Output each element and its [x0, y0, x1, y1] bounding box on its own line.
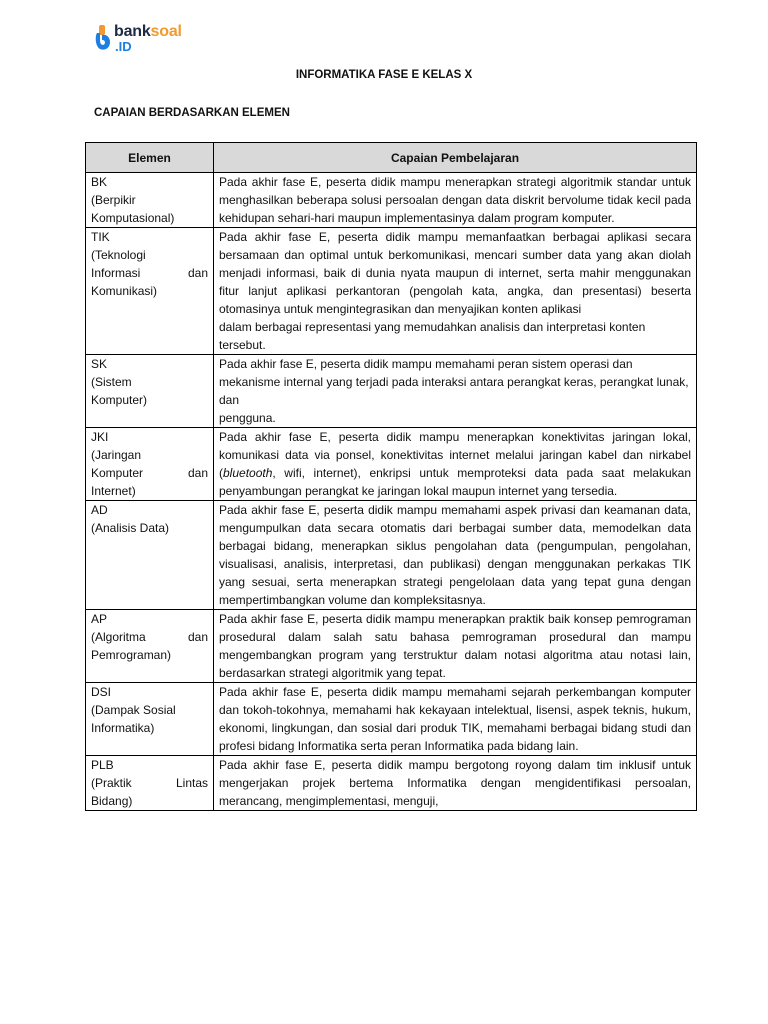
capaian-text: Pada akhir fase E, peserta didik mampu bergotong royong dalam tim inklusif untuk mengerjakan projek bertema Informatika dengan mengidentifikasi persoalan, merancang, mengimplementasi, menguji, — [219, 758, 691, 808]
elemen-name-line: (Dampak Sosial — [91, 703, 176, 717]
elemen-name-line: Informatika) — [91, 721, 155, 735]
elemen-name-line: (Praktik Lintas — [91, 776, 208, 790]
capaian-cell — [214, 173, 697, 228]
elemen-name-line: Komunikasi) — [91, 284, 158, 298]
capaian-text-italic: bluetooth — [223, 466, 273, 480]
table-row — [86, 428, 697, 501]
elemen-name-line: (Sistem — [91, 375, 132, 389]
capaian-cell — [214, 501, 697, 610]
elemen-code: AP — [91, 612, 108, 626]
elemen-name-line: Internet) — [91, 484, 136, 498]
elemen-name-line: Komputer dan — [91, 466, 208, 480]
table-row — [86, 355, 697, 428]
elemen-code: BK — [91, 175, 108, 189]
table-header-row — [86, 143, 697, 173]
capaian-cell — [214, 428, 697, 501]
capaian-text: Pada akhir fase E, peserta didik mampu memahami aspek privasi dan keamanan data, mengumpulkan data secara otomatis dari berbagai sumber data, memodelkan data berbagai bidang, menerapkan siklus pengolahan data (pengumpulan, pengolahan, visualisasi, analisis, interpretasi, dan publikasi) dengan menggunakan perkakas TIK yang sesuai, serta menerapkan strategi pengelolaan data yang tepat guna dengan mempertimbangkan volume dan kompleksitasnya. — [219, 503, 691, 607]
elemen-code: JKI — [91, 430, 109, 444]
elemen-cell — [86, 501, 214, 610]
header-elemen: Elemen — [86, 143, 214, 173]
elemen-cell — [86, 683, 214, 756]
capaian-text-continued: dalam berbagai representasi yang memudahkan analisis dan interpretasi konten tersebut. — [219, 320, 646, 352]
elemen-code: TIK — [91, 230, 110, 244]
elemen-name-line: Informasi dan — [91, 266, 208, 280]
elemen-name-line: (Teknologi — [91, 248, 146, 262]
elemen-code: PLB — [91, 758, 114, 772]
capaian-cell — [214, 756, 697, 811]
table-row — [86, 610, 697, 683]
capaian-text: Pada akhir fase E, peserta didik mampu menerapkan praktik baik konsep pemrograman prosedural dalam salah satu bahasa pemrograman prosedural dan mampu mengembangkan program yang terstruktur dalam notasi algoritma atau notasi lain, berdasarkan strategi algoritmik yang tepat. — [219, 612, 691, 680]
capaian-text: , wifi, internet), enkripsi untuk memproteksi data pada saat melakukan penyambungan perangkat ke jaringan lokal maupun internet yang tersedia. — [219, 466, 691, 498]
elemen-cell — [86, 756, 214, 811]
table-row — [86, 228, 697, 355]
elemen-name-line: (Berpikir — [91, 193, 136, 207]
capaian-text: Pada akhir fase E, peserta didik mampu menerapkan strategi algoritmik standar untuk menghasilkan beberapa solusi persoalan dengan data diskrit bervolume tidak kecil pada kehidupan sehari-hari maupun implementasinya dalam program komputer. — [219, 175, 691, 225]
elemen-name-line: Komputasional) — [91, 211, 175, 225]
table-row — [86, 683, 697, 756]
elemen-code: SK — [91, 357, 108, 371]
capaian-table — [85, 142, 697, 811]
capaian-cell — [214, 228, 697, 355]
capaian-text: Pada akhir fase E, peserta didik mampu menerapkan konektivitas jaringan lokal, komunikasi data via ponsel, konektivitas internet melalui jaringan kabel dan nirkabel ( — [219, 430, 691, 480]
elemen-cell — [86, 428, 214, 501]
logo-name-part2: soal — [150, 23, 182, 40]
elemen-name-line: (Jaringan — [91, 448, 142, 462]
banksoal-logo-icon — [94, 24, 112, 52]
capaian-cell — [214, 610, 697, 683]
elemen-code: DSI — [91, 685, 112, 699]
logo-name-part1: bank — [114, 23, 151, 40]
elemen-name-line: (Algoritma dan — [91, 630, 208, 644]
capaian-text: Pada akhir fase E, peserta didik mampu memahami sejarah perkembangan komputer dan tokoh-tokohnya, memahami hak kekayaan intelektual, lisensi, aspek teknis, hukum, ekonomi, lingkungan, dan sosial dari produk TIK, memahami berbagai bidang studi dan profesi bidang Informatika serta peran Informatika pada bidang lain. — [219, 685, 691, 753]
section-title: CAPAIAN BERDASARKAN ELEMEN — [94, 107, 290, 119]
table-row — [86, 501, 697, 610]
capaian-cell — [214, 355, 697, 428]
header-capaian: Capaian Pembelajaran — [214, 143, 697, 173]
banksoal-logo — [94, 24, 182, 56]
table-row — [86, 173, 697, 228]
elemen-name-line: Komputer) — [91, 393, 148, 407]
logo-sub: .ID — [115, 39, 132, 54]
capaian-text: Pada akhir fase E, peserta didik mampu memahami peran sistem operasi dan mekanisme internal yang terjadi pada interaksi antara perangkat keras, perangkat lunak, dan — [219, 357, 689, 407]
elemen-name-line: (Analisis Data) — [91, 521, 170, 535]
elemen-cell — [86, 355, 214, 428]
elemen-cell — [86, 610, 214, 683]
elemen-cell — [86, 173, 214, 228]
elemen-cell — [86, 228, 214, 355]
capaian-text-continued: pengguna. — [219, 411, 276, 425]
elemen-name-line: Bidang) — [91, 794, 133, 808]
table-row — [86, 756, 697, 811]
elemen-code: AD — [91, 503, 108, 517]
elemen-name-line: Pemrograman) — [91, 648, 172, 662]
document-title: INFORMATIKA FASE E KELAS X — [295, 69, 473, 81]
capaian-cell — [214, 683, 697, 756]
capaian-text: Pada akhir fase E, peserta didik mampu memanfaatkan berbagai aplikasi secara bersamaan dan optimal untuk berkomunikasi, mencari sumber data yang akan diolah menjadi informasi, baik di dunia nyata maupun di internet, serta mahir menggunakan fitur lanjut aplikasi perkantoran (pengolah kata, angka, dan presentasi) beserta otomasinya untuk mengintegrasikan dan menyajikan konten aplikasi — [219, 230, 691, 316]
